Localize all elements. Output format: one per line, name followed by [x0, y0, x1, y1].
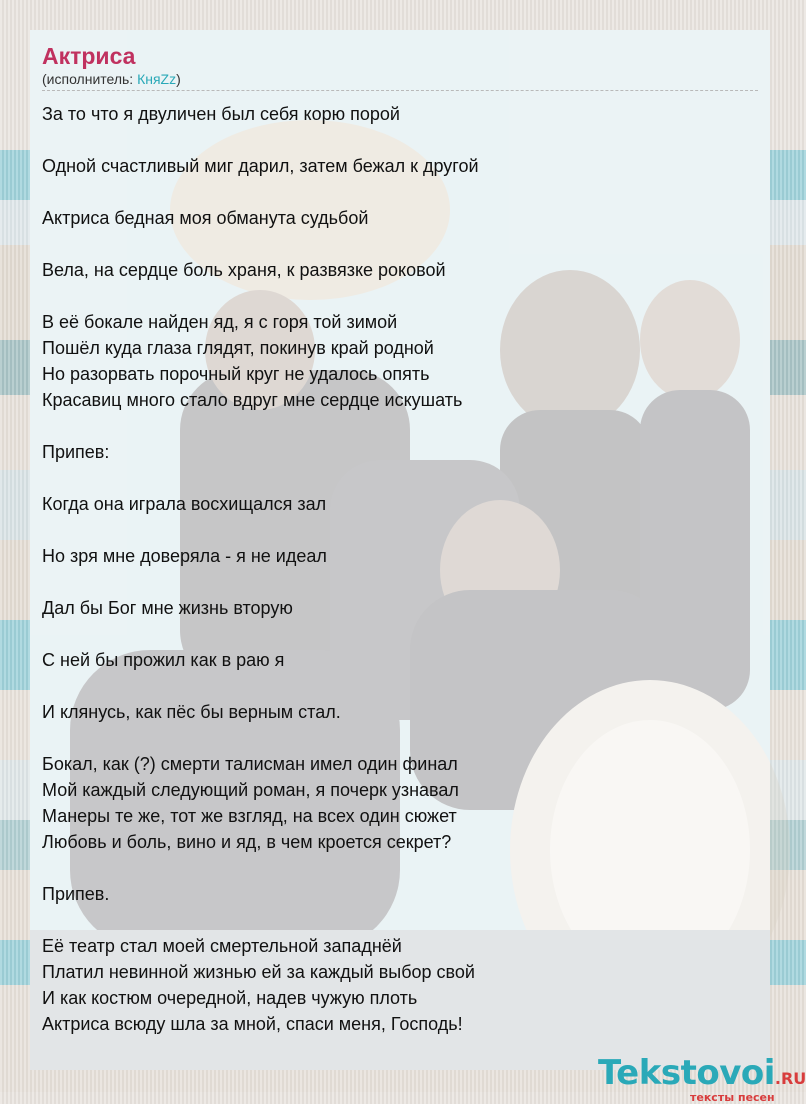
logo-tld: .RU	[774, 1069, 806, 1088]
lyric-line: С ней бы прожил как в раю я	[42, 650, 285, 670]
lyric-line: Манеры те же, тот же взгляд, на всех один сюжет	[42, 806, 457, 826]
lyric-line: Припев:	[42, 442, 110, 462]
lyric-line: Дал бы Бог мне жизнь вторую	[42, 598, 293, 618]
lyric-line: Актриса всюду шла за мной, спаси меня, Господь!	[42, 1014, 463, 1034]
artist-line	[42, 70, 758, 91]
logo-name: Tekstovoi	[598, 1053, 775, 1093]
lyric-blank-line	[42, 127, 758, 153]
lyric-line: В её бокале найден яд, я с горя той зимой	[42, 312, 398, 332]
lyric-line: И как костюм очередной, надев чужую плоть	[42, 988, 418, 1008]
lyrics-panel	[30, 30, 806, 1104]
lyric-line: Её театр стал моей смертельной западнёй	[42, 936, 402, 956]
lyrics-text	[42, 101, 758, 1037]
song-title: Актриса	[42, 43, 136, 69]
lyric-line: Но разорвать порочный круг не удалось опять	[42, 364, 430, 384]
lyric-blank-line	[42, 725, 758, 751]
lyric-blank-line	[42, 465, 758, 491]
lyric-line: Одной счастливый миг дарил, затем бежал к другой	[42, 156, 479, 176]
lyric-line: Когда она играла восхищался зал	[42, 494, 327, 514]
lyric-line: Пошёл куда глаза глядят, покинув край родной	[42, 338, 434, 358]
logo-tagline: тексты песен	[690, 1091, 775, 1104]
lyric-line: Мой каждый следующий роман, я почерк узнавал	[42, 780, 459, 800]
lyric-line: Красавиц много стало вдруг мне сердце искушать	[42, 390, 463, 410]
lyric-blank-line	[42, 179, 758, 205]
artist-prefix: (исполнитель:	[42, 71, 138, 87]
lyric-blank-line	[42, 621, 758, 647]
lyric-line: Платил невинной жизнью ей за каждый выбор свой	[42, 962, 475, 982]
lyric-blank-line	[42, 231, 758, 257]
lyric-line: Но зря мне доверяла - я не идеал	[42, 546, 327, 566]
lyric-blank-line	[42, 517, 758, 543]
lyric-blank-line	[42, 855, 758, 881]
artist-suffix: )	[176, 71, 181, 87]
lyric-line: За то что я двуличен был себя корю порой	[42, 104, 400, 124]
lyric-blank-line	[42, 283, 758, 309]
lyric-line: И клянусь, как пёс бы верным стал.	[42, 702, 341, 722]
lyric-line: Вела, на сердце боль храня, к развязке роковой	[42, 260, 446, 280]
lyrics-content	[42, 42, 758, 1037]
lyric-blank-line	[42, 673, 758, 699]
lyric-line: Бокал, как (?) смерти талисман имел один финал	[42, 754, 458, 774]
lyric-line: Припев.	[42, 884, 110, 904]
tekstovoi-logo[interactable]	[598, 1053, 806, 1104]
lyric-blank-line	[42, 569, 758, 595]
lyric-line: Любовь и боль, вино и яд, в чем кроется секрет?	[42, 832, 452, 852]
artist-link[interactable]: КняZz	[137, 71, 177, 87]
lyric-blank-line	[42, 907, 758, 933]
lyric-line: Актриса бедная моя обманута судьбой	[42, 208, 369, 228]
lyric-blank-line	[42, 413, 758, 439]
